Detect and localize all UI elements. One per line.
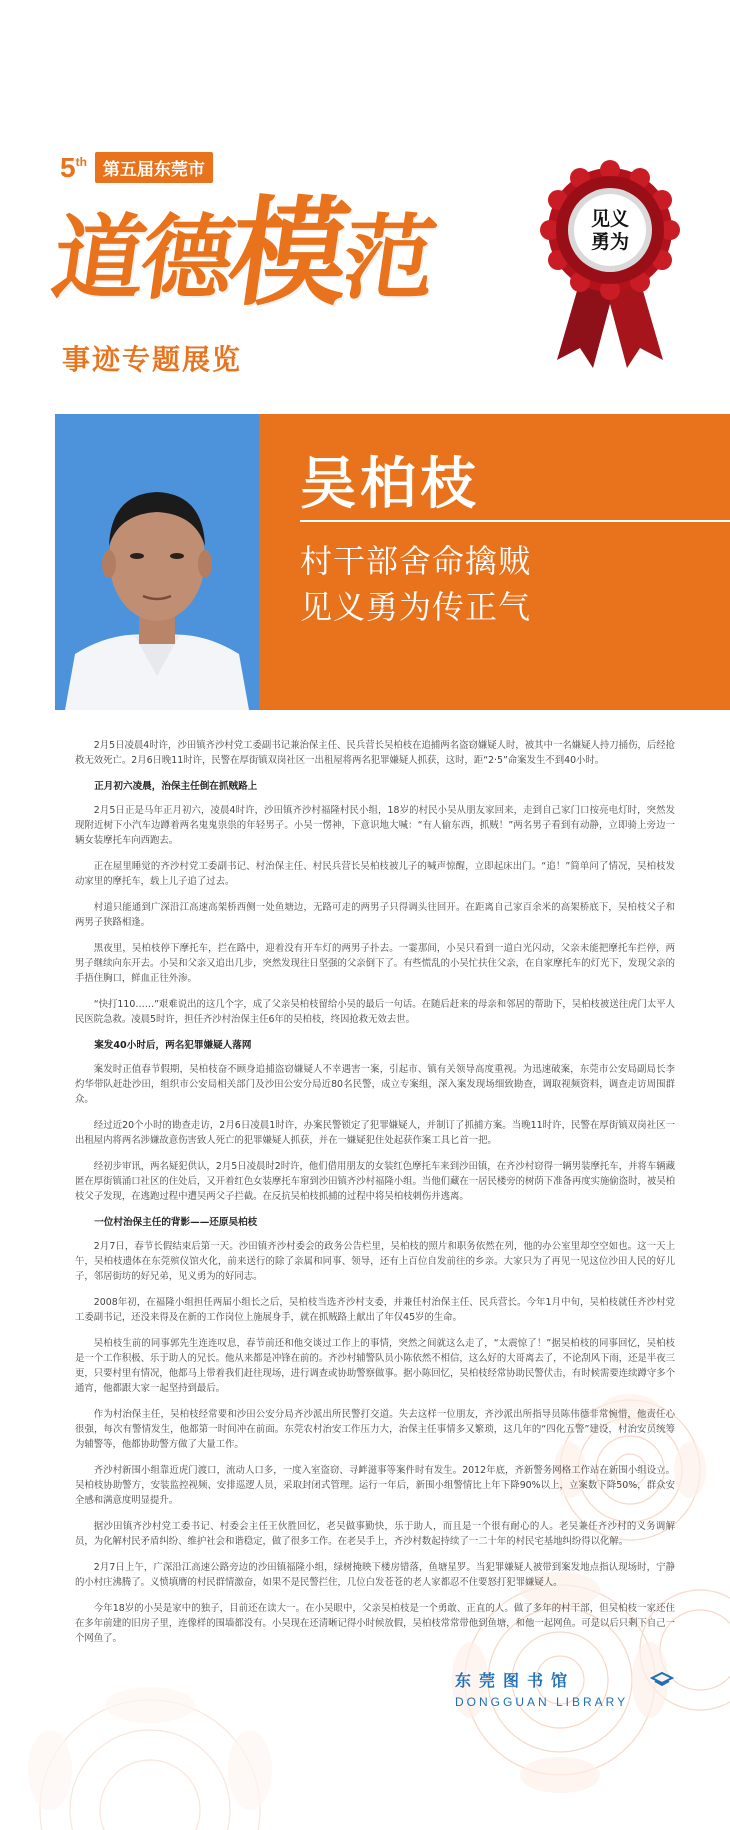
exhibit-subtitle: 事迹专题展览 xyxy=(62,343,243,376)
paragraph: 作为村治保主任，吴柏枝经常要和沙田公安分局齐沙派出所民警打交道。失去这样一位朋友，齐沙派出所指导员陈伟德非常惋惜，他责任心很强，每次有警情发生，他都第一时间冲在前面。东莞农村治安工作压力大，治保主任事情多又繁琐，这几年的“四化五警”建设，村治安员统筹为辅警等，他都协助警方做了大量工作。 xyxy=(75,1409,675,1450)
paragraph: 齐沙村新围小组靠近虎门渡口，流动人口多，一度入室盗窃、寻衅滋事等案件时有发生。2012年底，齐新警务网格工作站在新围小组设立。吴柏枝协助警方，安装监控视频、安排巡逻人员，采取封闭式管理。运行一年后，新围小组警情比上年下降90%以上，立案数下降50%，群众安全感和满意度明显提升。 xyxy=(75,1465,675,1506)
name-divider xyxy=(300,520,730,522)
paragraph: 吴柏枝生前的同事郭先生连连叹息，春节前还和他交谈过工作上的事情，突然之间就这么走了，“太震惊了！”据吴柏枝的同事回忆，吴柏枝是一个工作积极、乐于助人的兄长。他从来都是冲锋在前的。齐沙村辅警队员小陈依然不相信，这么好的大哥离去了，不论刮风下雨，还是半夜三更，只要村里有情况，他都马上带着我们赶往现场，进行调查或协助警察做事。据小陈回忆，吴柏枝经常协助民警伏击，有时候需要连续蹲守多个通宵，他都跟大家一起坚持到最后。 xyxy=(75,1338,676,1394)
paragraph: 黑夜里，吴柏枝停下摩托车，拦在路中，迎着没有开车灯的两男子扑去。一霎那间，小吴只看到一道白光闪动，父亲未能把摩托车拦停，两男子继续向东开去。小吴和父亲又追出几步，突然发现往日坚强的父亲倒下了。有些慌乱的小吴忙扶住父亲，在自家摩托车的灯光下，发现父亲的手捂住胸口，鲜血正往外渗。 xyxy=(75,943,676,984)
section-heading: 案发40小时后，两名犯罪嫌疑人落网 xyxy=(94,1040,252,1051)
paragraph: 案发时正值春节假期，吴柏枝奋不顾身追捕盗窃嫌疑人不幸遇害一案，引起市、镇有关领导高度重视。为迅速破案，东莞市公安局副局长李灼华带队赶赴沙田，组织市公安局相关部门及沙田公安分局近80名民警，成立专案组，深入案发现场细致勘查，调取视频资料，调查走访周围群众。 xyxy=(75,1064,675,1105)
paragraph: 正在屋里睡觉的齐沙村党工委副书记、村治保主任、村民兵营长吴柏枝被儿子的喊声惊醒，立即起床出门。“追！”简单问了情况，吴柏枝发动家里的摩托车，载上儿子追了过去。 xyxy=(75,861,675,887)
paragraph: 2008年初，在福隆小组担任两届小组长之后，吴柏枝当选齐沙村支委，并兼任村治保主任、民兵营长。今年1月中旬，吴柏枝就任齐沙村党工委副书记，还没来得及在新的工作岗位上施展身手，就在抓贼路上献出了年仅45岁的生命。 xyxy=(75,1297,675,1323)
section-heading: 一位村治保主任的背影——还原吴柏枝 xyxy=(94,1217,258,1228)
badge-line1: 见义 xyxy=(590,208,630,230)
tagline-line1: 村干部舍命擒贼 xyxy=(300,542,532,580)
paragraph: 2月7日，春节长假结束后第一天。沙田镇齐沙村委会的政务公告栏里，吴柏枝的照片和职务依然在列，他的办公室里却空空如也。这一天上午，吴柏枝遗体在东莞殡仪馆火化，前来送行的除了亲属和同事、领导，还有上百位自发前往的乡亲。大家只为了再见一见这位沙田人民的好儿子，邻居街坊的好兄弟，见义勇为的好同志。 xyxy=(75,1241,675,1282)
tagline xyxy=(300,538,531,630)
moral-model-title: 道德模范 xyxy=(46,183,440,322)
peony-background-decoration-left xyxy=(0,1660,300,1830)
library-name-cn: 东莞图书馆 xyxy=(455,1671,576,1690)
portrait-illustration xyxy=(55,414,259,710)
article-body xyxy=(75,738,675,1657)
paragraph: 2月7日上午，广深沿江高速公路旁边的沙田镇福隆小组，绿树掩映下楼房错落，鱼塘星罗。当犯罪嫌疑人被带到案发地点指认现场时，宁静的小村庄沸腾了。义愤填膺的村民群情激奋，如果不是民警拦住，几位白发苍苍的老人家都忍不住要怒打犯罪嫌疑人。 xyxy=(75,1562,675,1588)
tagline-line2: 见义勇为传正气 xyxy=(300,588,532,626)
edition-label xyxy=(60,152,213,183)
badge-line2: 勇为 xyxy=(590,231,630,253)
paragraph: 经初步审讯，两名疑犯供认，2月5日凌晨时2时许，他们借用朋友的女装红色摩托车来到沙田镇，在齐沙村窃得一辆男装摩托车，并将车辆藏匿在厚街镇涌口社区的住处后，又开着红色女装摩托车窜到沙田镇齐沙村福隆小组。当他们藏在一居民楼旁的树荫下准备再度实施偷盗时，被吴柏枝父子发现，在逃跑过程中遭吴两父子拦截。在反抗吴柏枝抓捕的过程中将吴柏枝刺伤并逃离。 xyxy=(75,1161,676,1202)
paragraph: 村道只能通到广深沿江高速高架桥西侧一处鱼塘边，无路可走的两男子只得调头往回开。在距离自己家百余米的高架桥底下，吴柏枝父子和两男子狭路相逢。 xyxy=(75,902,675,928)
paragraph: 经过近20个小时的勘查走访，2月6日凌晨1时许，办案民警锁定了犯罪嫌疑人，并制订了抓捕方案。当晚11时许，民警在厚街镇双岗社区一出租屋内将两名涉嫌故意伤害致人死亡的犯罪嫌疑人抓获，并在一嫌疑犯住处起获作案工具匕首一把。 xyxy=(75,1120,675,1146)
poster-header xyxy=(0,0,730,410)
library-name-en: DONGGUAN LIBRARY xyxy=(455,1695,629,1709)
library-logo xyxy=(455,1668,685,1709)
paragraph: “快打110……”艰难说出的这几个字，成了父亲吴柏枝留给小吴的最后一句话。在随后赶来的母亲和邻居的帮助下，吴柏枝被送往虎门太平人民医院急救。凌晨5时许，担任齐沙村治保主任6年的吴柏枝，终因抢救无效去世。 xyxy=(75,999,675,1025)
paragraph: 2月5日凌晨4时许，沙田镇齐沙村党工委副书记兼治保主任、民兵营长吴柏枝在追捕两名盗窃嫌疑人时，被其中一名嫌疑人持刀捅伤，后经抢救无效死亡。2月6日晚11时许，民警在厚街镇双岗社区一出租屋将两名犯罪嫌疑人抓获，这时，距“2·5”命案发生不到40小时。 xyxy=(75,740,675,766)
paragraph: 2月5日正是马年正月初六，凌晨4时许，沙田镇齐沙村福隆村民小组，18岁的村民小吴从朋友家回来，走到自己家门口按亮电灯时，突然发现附近树下小汽车边蹲着两名鬼鬼祟祟的年轻男子。小吴一愣神，下意识地大喊：“有人偷东西，抓贼！”两名男子看到有动静，立即骑上旁边一辆女装摩托车向西跑去。 xyxy=(75,805,675,846)
bravery-rosette-badge xyxy=(535,160,685,370)
section-heading: 正月初六凌晨，治保主任倒在抓贼路上 xyxy=(94,781,258,792)
paragraph: 今年18岁的小吴是家中的独子，目前还在读大一。在小吴眼中，父亲吴柏枝是一个勇敢、正直的人。做了多年的村干部，但吴柏枝一家还住在多年前建的旧房子里，连像样的围墙都没有。小吴现在还清晰记得小时候放假，吴柏枝常常带他到鱼塘，和他一起网鱼。可是以后只剩下自己一个网鱼了。 xyxy=(75,1603,676,1644)
library-book-icon xyxy=(650,1670,674,1688)
paragraph: 据沙田镇齐沙村党工委书记、村委会主任王伙胜回忆，老吴做事勤快，乐于助人，而且是一个很有耐心的人。老吴兼任齐沙村的义务调解员，为化解村民矛盾纠纷、维护社会和谐稳定，做了很多工作。在老吴手上，齐沙村数起持续了一二十年的村民宅基地纠纷得以化解。 xyxy=(75,1521,675,1547)
portrait-photo xyxy=(55,414,259,710)
edition-text: 第五届东莞市 xyxy=(95,152,213,183)
person-name: 吴柏枝 xyxy=(300,452,480,517)
edition-number: 5th xyxy=(60,151,87,183)
